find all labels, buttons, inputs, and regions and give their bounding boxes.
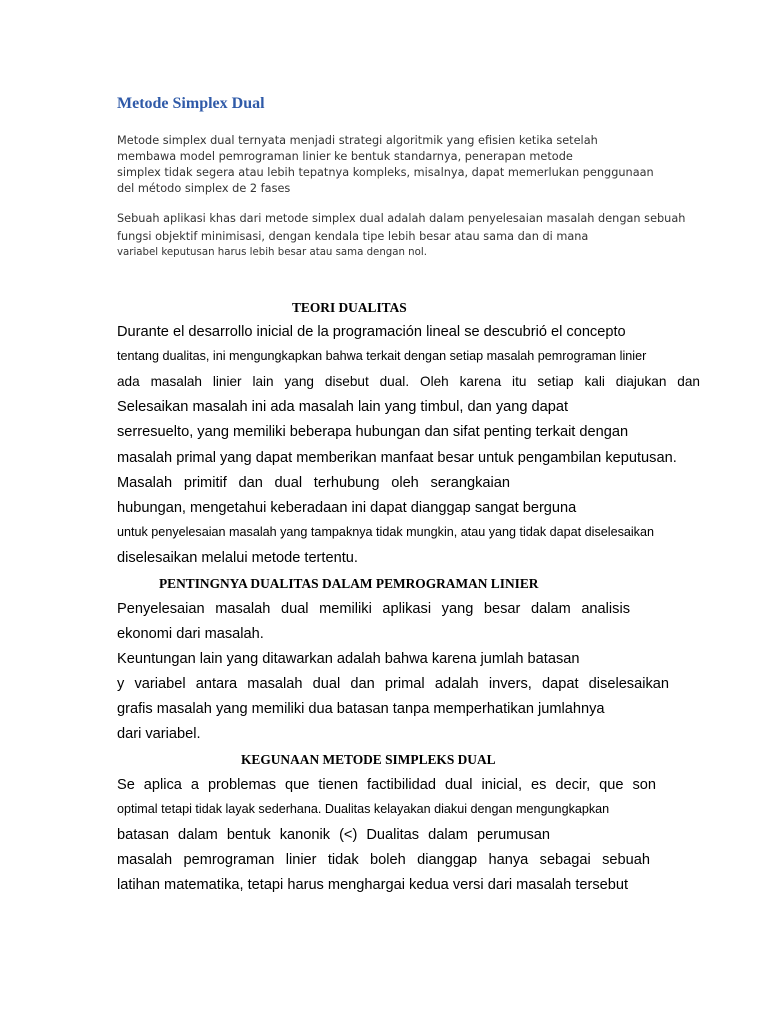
body-line: Keuntungan lain yang ditawarkan adalah bahwa karena jumlah batasan bbox=[117, 651, 580, 667]
body-line: untuk penyelesaian masalah yang tampaknya tidak mungkin, atau yang tidak dapat diselesaikan bbox=[117, 525, 654, 539]
body-line: diselesaikan melalui metode tertentu. bbox=[117, 550, 358, 566]
intro-line: membawa model pemrograman linier ke bentuk standarnya, penerapan metode bbox=[117, 150, 573, 163]
body-line: hubungan, mengetahui keberadaan ini dapat dianggap sangat berguna bbox=[117, 500, 577, 516]
body-line: ekonomi dari masalah. bbox=[117, 626, 264, 642]
body-line: serresuelto, yang memiliki beberapa hubungan dan sifat penting terkait dengan bbox=[117, 424, 629, 440]
body-line: grafis masalah yang memiliki dua batasan tanpa memperhatikan jumlahnya bbox=[117, 701, 605, 717]
body-line: Selesaikan masalah ini ada masalah lain yang timbul, dan yang dapat bbox=[117, 399, 569, 415]
body-line: masalah pemrograman linier tidak boleh dianggap hanya sebagai sebuah bbox=[117, 852, 650, 868]
intro-line: Sebuah aplikasi khas dari metode simplex dual adalah dalam penyelesaian masalah dengan sebuah bbox=[117, 212, 686, 225]
body-line: Masalah primitif dan dual terhubung oleh serangkaian bbox=[117, 475, 510, 491]
body-line: latihan matematika, tetapi harus menghargai kedua versi dari masalah tersebut bbox=[117, 877, 629, 893]
body-line: masalah primal yang dapat memberikan manfaat besar untuk pengambilan keputusan. bbox=[117, 450, 677, 466]
body-line: optimal tetapi tidak layak sederhana. Dualitas kelayakan diakui dengan mengungkapkan bbox=[117, 802, 610, 816]
intro-line: fungsi objektif minimisasi, dengan kendala tipe lebih besar atau sama dan di mana bbox=[117, 230, 589, 243]
body-line: Se aplica a problemas que tienen factibilidad dual inicial, es decir, que son bbox=[117, 777, 656, 793]
section-heading: KEGUNAAN METODE SIMPLEKS DUAL bbox=[241, 752, 496, 767]
intro-line: simplex tidak segera atau lebih tepatnya kompleks, misalnya, dapat memerlukan penggunaan bbox=[117, 166, 654, 179]
section-heading: TEORI DUALITAS bbox=[292, 300, 407, 315]
body-line: ada masalah linier lain yang disebut dual. Oleh karena itu setiap kali diajukan dan bbox=[117, 374, 700, 389]
section-heading: PENTINGNYA DUALITAS DALAM PEMROGRAMAN LINIER bbox=[159, 576, 539, 591]
page-title: Metode Simplex Dual bbox=[117, 95, 265, 112]
body-line: Penyelesaian masalah dual memiliki aplikasi yang besar dalam analisis bbox=[117, 601, 630, 617]
body-line: y variabel antara masalah dual dan primal adalah invers, dapat diselesaikan bbox=[117, 676, 669, 692]
body-line: dari variabel. bbox=[117, 726, 201, 742]
body-line: tentang dualitas, ini mengungkapkan bahwa terkait dengan setiap masalah pemrograman linier bbox=[117, 349, 647, 363]
body-line: batasan dalam bentuk kanonik (<) Dualitas dalam perumusan bbox=[117, 827, 550, 843]
body-line: Durante el desarrollo inicial de la programación lineal se descubrió el concepto bbox=[117, 324, 626, 340]
intro-line: del método simplex de 2 fases bbox=[117, 182, 291, 195]
intro-line: variabel keputusan harus lebih besar atau sama dengan nol. bbox=[117, 247, 427, 258]
intro-line: Metode simplex dual ternyata menjadi strategi algoritmik yang efisien ketika setelah bbox=[117, 134, 598, 147]
